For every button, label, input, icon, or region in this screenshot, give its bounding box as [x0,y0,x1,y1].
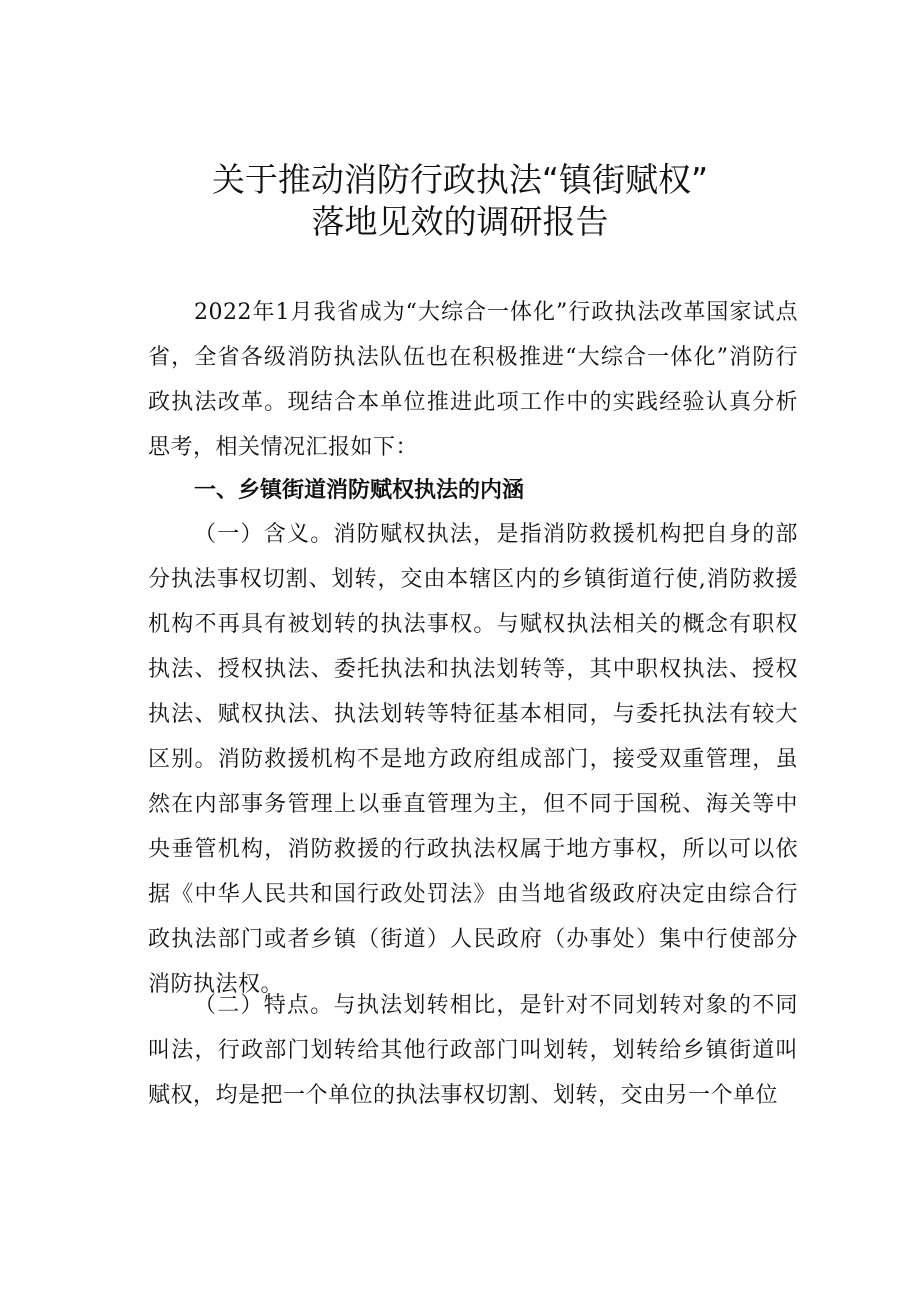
document-title-line-2: 落地见效的调研报告 [311,202,609,241]
section-heading: 一、乡镇街道消防赋权执法的内涵 [194,478,525,503]
document-title-line-1: 关于推动消防行政执法“镇街赋权” [211,160,709,199]
features-paragraph: （二）特点。与执法划转相比，是针对不同划转对象的不同叫法，行政部门划转给其他行政部门叫划转，划转给乡镇街道叫赋权，均是把一个单位的执法事权切割、划转，交由另一个单位 [148,993,798,1108]
definition-paragraph: （一）含义。消防赋权执法，是指消防救援机构把自身的部分执法事权切割、划转，交由本辖区内的乡镇街道行使,消防救援机构不再具有被划转的执法事权。与赋权执法相关的概念有职权执法、授权执法、委托执法和执法划转等，其中职权执法、授权执法、赋权执法、执法划转等特征基本相同，与委托执法有较大区别。消防救援机构不是地方政府组成部门，接受双重管理，虽然在内部事务管理上以垂直管理为主，但不同于国税、海关等中央垂管机构，消防救援的行政执法权属于地方事权，所以可以依据《中华人民共和国行政处罚法》由当地省级政府决定由综合行政执法部门或者乡镇（街道）人民政府（办事处）集中行使部分消防执法权。 [148,522,798,997]
intro-paragraph: 2022年1月我省成为“大综合一体化”行政执法改革国家试点省，全省各级消防执法队伍也在积极推进“大综合一体化”消防行政执法改革。现结合本单位推进此项工作中的实践经验认真分析思考，相关情况汇报如下： [148,300,798,460]
